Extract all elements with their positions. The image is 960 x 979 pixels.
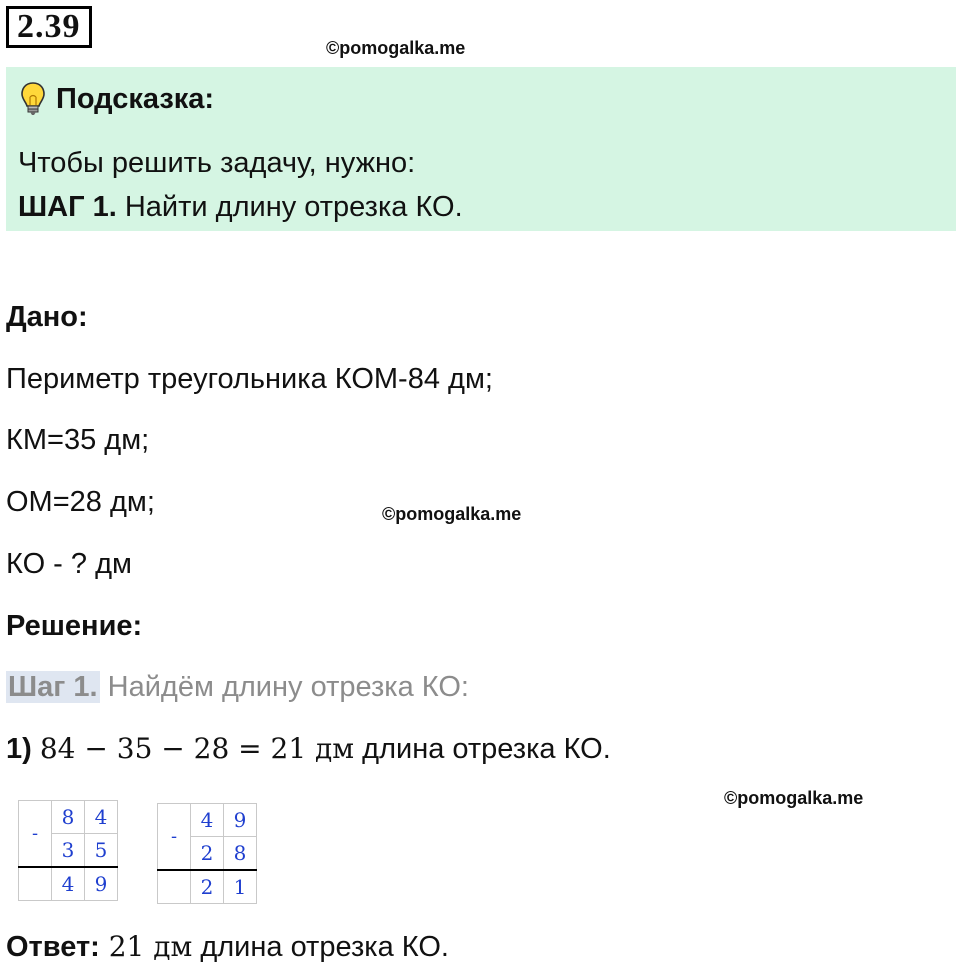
digit: 8 (52, 801, 85, 834)
digit: 2 (191, 837, 224, 871)
hint-title (20, 81, 214, 117)
minus-sign: - (19, 801, 52, 868)
empty-cell (19, 867, 52, 901)
watermark: ©pomogalka.me (724, 788, 864, 808)
solution-heading: Решение: (6, 610, 143, 642)
watermark: ©pomogalka.me (382, 504, 522, 524)
given-line-om: ОМ=28 дм; (6, 486, 155, 518)
digit: 4 (191, 804, 224, 837)
column-subtraction-1 (18, 800, 118, 901)
solution-step (6, 671, 469, 704)
digit: 9 (224, 804, 257, 837)
solution-step-label: Шаг 1. (8, 671, 98, 703)
lightbulb-icon (20, 81, 46, 117)
hint-intro: Чтобы решить задачу, нужно: (18, 147, 416, 179)
answer (6, 930, 449, 964)
digit: 2 (191, 870, 224, 904)
watermark: ©pomogalka.me (326, 38, 466, 58)
answer-text: длина отрезка КО. (192, 931, 449, 963)
given-line-km: КМ=35 дм; (6, 424, 150, 456)
digit: 1 (224, 870, 257, 904)
equation-math: 84 − 35 − 28 = 21 дм (39, 732, 355, 765)
solution-equation (6, 732, 611, 766)
hint-step (18, 191, 463, 224)
empty-cell (158, 870, 191, 904)
given-heading: Дано: (6, 301, 88, 333)
hint-title-label: Подсказка: (56, 82, 215, 115)
column-subtraction-2 (157, 803, 257, 904)
answer-math: 21 дм (99, 930, 193, 963)
digit: 5 (85, 834, 118, 868)
equation-number: 1) (6, 733, 32, 765)
digit: 3 (52, 834, 85, 868)
solution-step-text: Найдём длину отрезка КО: (99, 671, 469, 703)
problem-number: 2.39 (6, 6, 92, 48)
digit: 8 (224, 837, 257, 871)
given-line-perimeter: Периметр треугольника КОМ-84 дм; (6, 363, 493, 395)
hint-step-text: Найти длину отрезка КО. (116, 191, 463, 223)
digit: 4 (52, 867, 85, 901)
answer-label: Ответ: (6, 931, 100, 963)
hint-step-label: ШАГ 1. (18, 191, 117, 223)
hint-box (6, 67, 956, 231)
digit: 9 (85, 867, 118, 901)
equation-text: длина отрезка КО. (354, 733, 611, 765)
given-line-ko: КО - ? дм (6, 548, 132, 580)
digit: 4 (85, 801, 118, 834)
minus-sign: - (158, 804, 191, 871)
